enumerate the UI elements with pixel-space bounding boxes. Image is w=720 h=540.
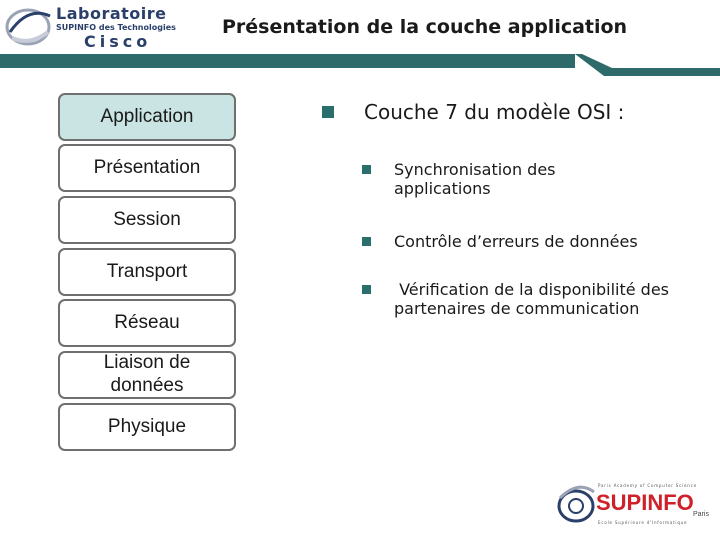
main-bullet: [322, 100, 624, 124]
sub-bullet: [362, 160, 712, 198]
sub-bullet: [362, 232, 712, 251]
supinfo-globe-icon: [556, 480, 596, 528]
logo-subtitle-text: SUPINFO des Technologies: [56, 23, 176, 32]
osi-layer-transport: [58, 248, 236, 296]
osi-layer-label: Application: [100, 105, 194, 127]
header-band: [0, 54, 720, 82]
osi-layer-label: Physique: [107, 415, 187, 437]
sub-bullet-text: Vérification de la disponibilité des partenaires de communication: [394, 280, 675, 318]
osi-layer-label: Transport: [106, 260, 188, 282]
page-title: Présentation de la couche application: [222, 16, 628, 38]
osi-layer-reseau: [58, 299, 236, 347]
osi-layer-label: Présentation: [93, 156, 201, 178]
square-bullet-icon: [362, 165, 371, 174]
sub-bullet: [362, 280, 712, 318]
supinfo-name-text: SUPINFO: [596, 490, 694, 515]
supinfo-top-text: Paris Academy of Computer Science: [598, 483, 697, 488]
logo-cisco-text: Cisco: [84, 32, 152, 51]
square-bullet-icon: [362, 285, 371, 294]
osi-layer-session: [58, 196, 236, 244]
square-bullet-icon: [362, 237, 371, 246]
osi-layer-presentation: [58, 144, 236, 192]
osi-layer-liaison: [58, 351, 236, 399]
osi-layer-label: Liaison de données: [103, 352, 191, 396]
sub-bullet-text: Synchronisation des applications: [394, 160, 556, 198]
osi-layer-label: Réseau: [114, 311, 180, 333]
main-bullet-text: Couche 7 du modèle OSI :: [364, 100, 625, 124]
square-bullet-icon: [322, 106, 334, 118]
logo-title-text: Laboratoire: [56, 4, 167, 23]
supinfo-bottom-text: Ecole Supérieure d'Informatique: [598, 520, 688, 525]
supinfo-city-text: Paris: [693, 511, 709, 518]
osi-layer-label: Session: [113, 208, 181, 230]
osi-layer-application: [58, 93, 236, 141]
lab-cisco-logo: [4, 2, 200, 52]
supinfo-logo: [556, 480, 716, 530]
sub-bullet-text: Contrôle d’erreurs de données: [394, 232, 638, 251]
cisco-swoosh-icon: [4, 2, 56, 52]
osi-layer-physique: [58, 403, 236, 451]
